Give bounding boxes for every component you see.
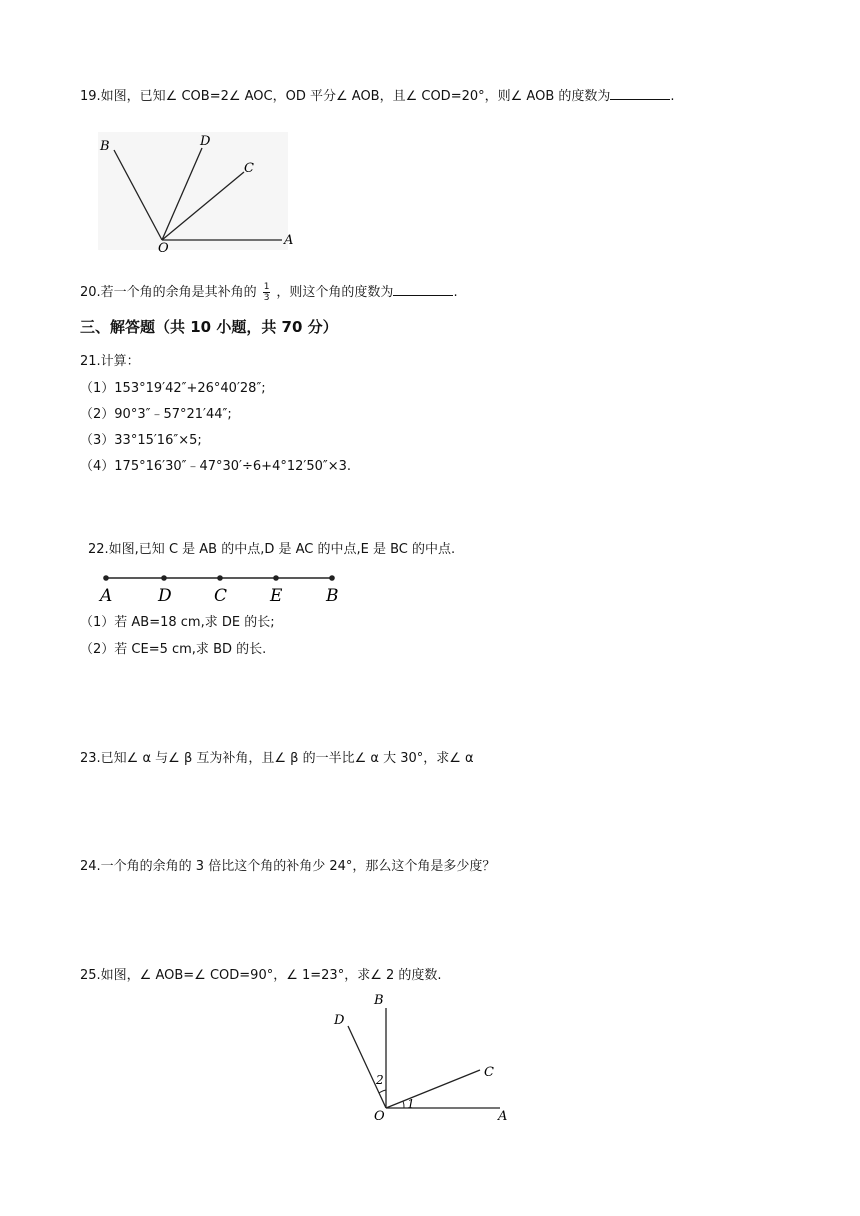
label-o: O	[374, 1109, 385, 1124]
question-23: 23.已知∠ α 与∠ β 互为补角，且∠ β 的一半比∠ α 大 30°，求∠ α	[80, 751, 474, 766]
question-21-item-2: （2）90°3″﹣57°21′44″;	[80, 407, 232, 422]
question-19	[80, 87, 675, 106]
question-20-text: 20.若一个角的余角是其补角的	[80, 285, 257, 300]
point-d: D	[158, 586, 172, 606]
label-a: A	[498, 1109, 508, 1124]
question-22-item-2: （2）若 CE=5 cm,求 BD 的长.	[80, 642, 267, 657]
period: .	[670, 89, 675, 104]
answer-blank[interactable]	[393, 283, 453, 296]
question-24: 24.一个角的余角的 3 倍比这个角的补角少 24°，那么这个角是多少度？	[80, 859, 496, 874]
point-e: E	[270, 586, 283, 606]
answer-blank[interactable]	[610, 87, 670, 100]
question-21-item-3: （3）33°15′16″×5;	[80, 433, 202, 448]
question-22-title: 22.如图,已知 C 是 AB 的中点,D 是 AC 的中点,E 是 BC 的中点.	[88, 542, 456, 557]
label-d: D	[200, 134, 211, 149]
question-22-item-1: （1）若 AB=18 cm,求 DE 的长;	[80, 615, 275, 630]
question-21-item-4: （4）175°16′30″﹣47°30′÷6+4°12′50″×3.	[80, 459, 352, 474]
question-19-text: 19.如图，已知∠ COB=2∠ AOC，OD 平分∠ AOB，且∠ COD=20°，则∠ AOB 的度数为	[80, 89, 611, 104]
question-21-item-1: （1）153°19′42″+26°40′28″;	[80, 381, 266, 396]
angle-1-label: 1	[407, 1097, 415, 1111]
figure-q19	[96, 128, 306, 254]
label-b: B	[374, 993, 384, 1008]
point-c: C	[214, 586, 228, 606]
label-o: O	[158, 241, 169, 254]
figure-q22	[92, 570, 342, 606]
question-20-text-after: ，则这个角的度数为	[276, 285, 394, 300]
label-a: A	[284, 233, 294, 248]
label-b: B	[100, 139, 110, 154]
label-c: C	[484, 1065, 494, 1080]
point-b: B	[326, 586, 339, 606]
period: .	[453, 285, 458, 300]
question-21-title: 21.计算：	[80, 354, 140, 369]
question-20	[80, 282, 458, 303]
point-a: A	[100, 586, 113, 606]
angle-2-label: 2	[376, 1073, 384, 1087]
fraction-one-third: $\frac{1}{3}$	[263, 282, 270, 303]
question-25: 25.如图，∠ AOB=∠ COD=90°，∠ 1=23°，求∠ 2 的度数.	[80, 968, 442, 983]
label-c: C	[244, 161, 254, 176]
section-heading: 三、解答题（共 10 小题，共 70 分）	[80, 318, 338, 336]
label-d: D	[334, 1013, 345, 1028]
figure-q25	[330, 992, 520, 1124]
